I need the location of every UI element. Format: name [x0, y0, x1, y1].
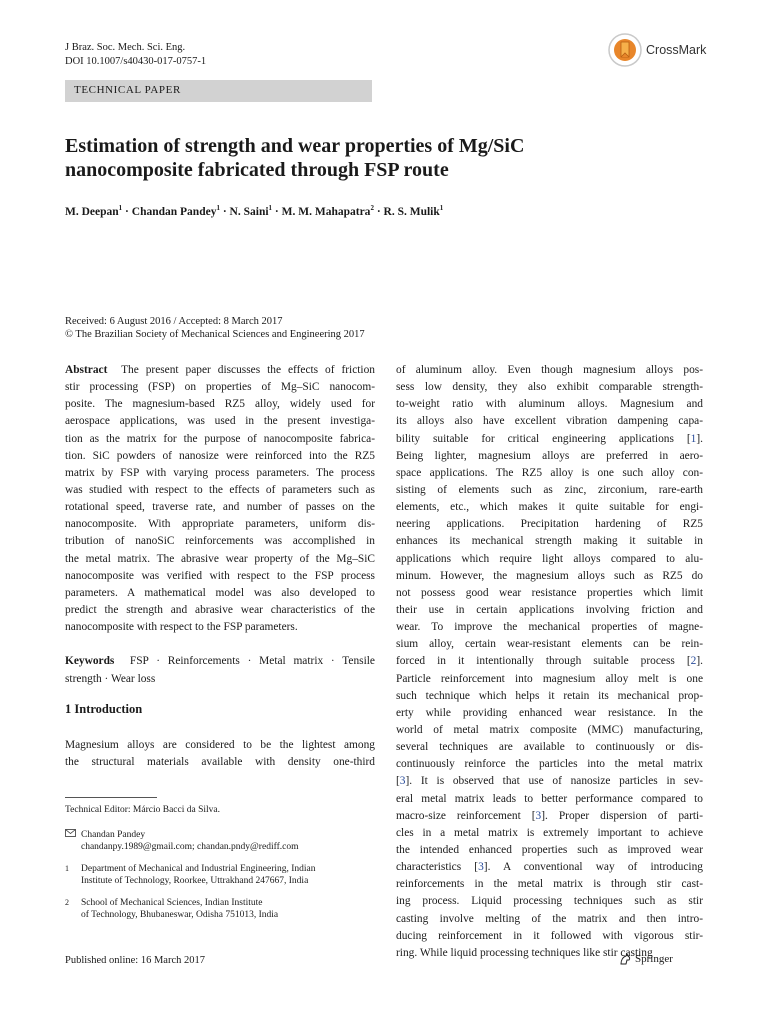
author-list: M. Deepan$^1$ · Chandan Pandey$^1$ · N. Saini$^1$ · M. M. Mahapatra$^2$ · R. S. Mulik$^1$ — [65, 204, 444, 218]
body-line: sess low density, they also exhibit comparable strength- — [396, 381, 703, 394]
abstract-line: nanocomposite. With appropriate parameters, uniform dis- — [65, 518, 375, 531]
body-line: ducing reinforcement in it followed with vigorous stir- — [396, 929, 703, 942]
citation-link[interactable]: 1 — [690, 432, 697, 445]
author[interactable]: N. Saini$^1$ — [229, 204, 273, 218]
abstract-line: aerospace applications, was used in the present investiga- — [65, 415, 375, 428]
body-line: erty while providing enhanced wear resistance. In the — [396, 706, 703, 719]
introduction-continued — [396, 362, 703, 962]
title-line: Estimation of strength and wear properties of Mg/SiC — [65, 135, 525, 157]
body-line: [3]. It is observed that use of nanosize particles in sev- — [396, 775, 703, 788]
body-line: their use in certain applications involving friction and — [396, 603, 703, 616]
abstract-line: was studied with respect to the effects of parameters such as — [65, 483, 375, 496]
technical-editor: Technical Editor: Márcio Bacci da Silva. — [65, 805, 220, 815]
journal-name: J Braz. Soc. Mech. Sci. Eng. — [65, 42, 186, 53]
abstract-line: parameters. A mathematical model was also developed to — [65, 586, 375, 599]
body-line: Particle reinforcement into magnesium alloy melt is one — [396, 672, 703, 685]
spacer — [65, 636, 375, 653]
body-line: applications which require light alloys compared to alu- — [396, 552, 703, 565]
body-line: characteristics [3]. A conventional way of introducing — [396, 861, 703, 874]
abstract-line: tion as the matrix for the purpose of nanocomposite fabrica- — [65, 432, 375, 445]
copyright: © The Brazilian Society of Mechanical Sciences and Engineering 2017 — [65, 329, 365, 340]
body-line: eral metal matrix leads to better performance compared to — [396, 792, 703, 805]
author[interactable]: Chandan Pandey$^1$ — [131, 204, 220, 218]
received-accepted: Received: 6 August 2016 / Accepted: 8 March 2017 — [65, 316, 283, 327]
body-line: not possess good wear resistance properties which limit — [396, 586, 703, 599]
published-date: Published online: 16 March 2017 — [65, 955, 205, 966]
section-heading-introduction: 1 Introduction — [65, 702, 143, 716]
intro-line: the structural materials available with density one-third — [65, 756, 375, 769]
body-line: ing process. Liquid processing techniques such as stir — [396, 895, 703, 908]
paper-type: TECHNICAL PAPER — [74, 84, 181, 96]
keywords-line: Keywords FSP · Reinforcements · Metal matrix · Tensile — [65, 655, 375, 668]
abstract-line: tribution of nanoSiC reinforcements was accomplished in — [65, 535, 375, 548]
abstract-line: predict the strength and abrasive wear characteristics of the — [65, 603, 375, 616]
body-line: elements, etc., which makes it quite suitable for engi- — [396, 501, 703, 514]
body-line: Being lighter, magnesium alloys are preferred in aero- — [396, 449, 703, 462]
contact-email[interactable]: chandanpy.1989@gmail.com; chandan.pndy@rediff.com — [81, 842, 299, 852]
body-line: forced in it intentionally through suitable process [2]. — [396, 655, 703, 668]
author[interactable]: M. M. Mahapatra$^2$ — [281, 204, 374, 218]
body-line: the intended enhanced properties such as improved wear — [396, 843, 703, 856]
paper-title — [65, 134, 705, 182]
abstract-line: the metal matrix. The abrasive wear property of the Mg–SiC — [65, 552, 375, 565]
author[interactable]: M. Deepan$^1$ — [65, 204, 123, 218]
abstract-line: tion. SiC powders of nanosize were reinforced into the RZ5 — [65, 449, 375, 462]
publisher-name: Springer — [635, 953, 673, 965]
body-line: world of metal matrix composite (MMC) manufacturing, — [396, 723, 703, 736]
abstract-line: stir processing (FSP) on properties of Mg–SiC nanocom- — [65, 381, 375, 394]
body-line: macro-size reinforcement [3]. Proper dispersion of parti- — [396, 809, 703, 822]
abstract-block — [65, 362, 375, 688]
crossmark-label: CrossMark — [646, 43, 707, 57]
envelope-icon — [65, 829, 81, 854]
body-line: neering applications. Precipitation hardening of RZ5 — [396, 518, 703, 531]
body-line: enhances its mechanical strength making it suitable in — [396, 535, 703, 548]
body-line: continuously reinforce the particles into the metal matrix — [396, 758, 703, 771]
footnote-divider — [65, 797, 157, 798]
citation-link[interactable]: 2 — [690, 655, 697, 668]
body-line: several techniques are available to continuously or dis- — [396, 741, 703, 754]
affiliation-2: 2 School of Mechanical Sciences, Indian Institute of Technology, Bhubaneswar, Odisha 751013, India — [65, 897, 279, 920]
article-dates — [65, 315, 365, 341]
body-line: wear. To improve the mechanical properties of magne- — [396, 621, 703, 634]
abstract-line: matrix by FSP with varying process parameters. The process — [65, 466, 375, 479]
crossmark-icon — [608, 33, 642, 67]
body-line: to-weight ratio with aluminum alloys. Magnesium and — [396, 398, 703, 411]
abstract-line: Abstract The present paper discusses the effects of friction — [65, 364, 375, 376]
body-line: cles in a metal matrix is extremely important to achieve — [396, 826, 703, 839]
keywords-label: Keywords — [65, 655, 115, 668]
keywords-line: strength · Wear loss — [65, 672, 156, 685]
footnotes — [65, 804, 375, 922]
citation-link[interactable]: 3 — [535, 809, 542, 822]
intro-line: Magnesium alloys are considered to be the lightest among — [65, 739, 375, 751]
citation-link[interactable]: 3 — [478, 861, 484, 874]
abstract-line: nanocomposite with respect to the FSP parameters. — [65, 621, 298, 634]
body-line: of aluminum alloy. Even though magnesium alloys pos- — [396, 364, 703, 376]
body-line: casting involve melting of the matrix and then intro- — [396, 912, 703, 925]
body-line: such technique which helps it retain its mechanical prop- — [396, 689, 703, 702]
body-line: bility suitable for critical engineering applications [1]. — [396, 432, 703, 445]
intro-paragraph — [65, 737, 375, 771]
body-line: reinforcements in the metal matrix is through stir cast- — [396, 878, 703, 891]
abstract-line: nanocomposite was verified with respect to the FSP process — [65, 569, 375, 582]
publisher-logo — [618, 952, 673, 966]
journal-info — [65, 41, 206, 69]
corresponding-author — [65, 829, 375, 854]
abstract-label: Abstract — [65, 364, 108, 376]
body-line: minum. However, the magnesium alloys such as RZ5 do — [396, 569, 703, 582]
author[interactable]: R. S. Mulik$^1$ — [383, 204, 444, 218]
paper-type-bar — [65, 80, 372, 102]
title-line: nanocomposite fabricated through FSP route — [65, 159, 449, 181]
doi[interactable]: DOI 10.1007/s40430-017-0757-1 — [65, 56, 207, 67]
citation-link[interactable]: 3 — [399, 775, 406, 788]
crossmark-badge[interactable] — [608, 30, 718, 70]
body-line: its alloys also have excellent vibration dampening capa- — [396, 415, 703, 428]
contact-name: Chandan Pandey — [81, 829, 146, 840]
abstract-line: posite. The magnesium-based RZ5 alloy, widely used for — [65, 398, 375, 411]
springer-horse-icon — [618, 952, 632, 966]
body-line: sium alloy, certain wear-resistant elements can be rein- — [396, 638, 703, 651]
body-line: sisting of elements such as zinc, zirconium, rare-earth — [396, 483, 703, 496]
affiliation-1: 1 Department of Mechanical and Industrial Engineering, Indian Institute of Technology, Roorkee, Uttrakhand 247667, India — [65, 863, 316, 886]
body-line: space applications. The RZ5 alloy is one such alloy con- — [396, 466, 703, 479]
abstract-line: rotational speed, traverse rate, and number of passes on the — [65, 501, 375, 514]
body-line: ring. While liquid processing techniques like stir casting — [396, 946, 653, 959]
